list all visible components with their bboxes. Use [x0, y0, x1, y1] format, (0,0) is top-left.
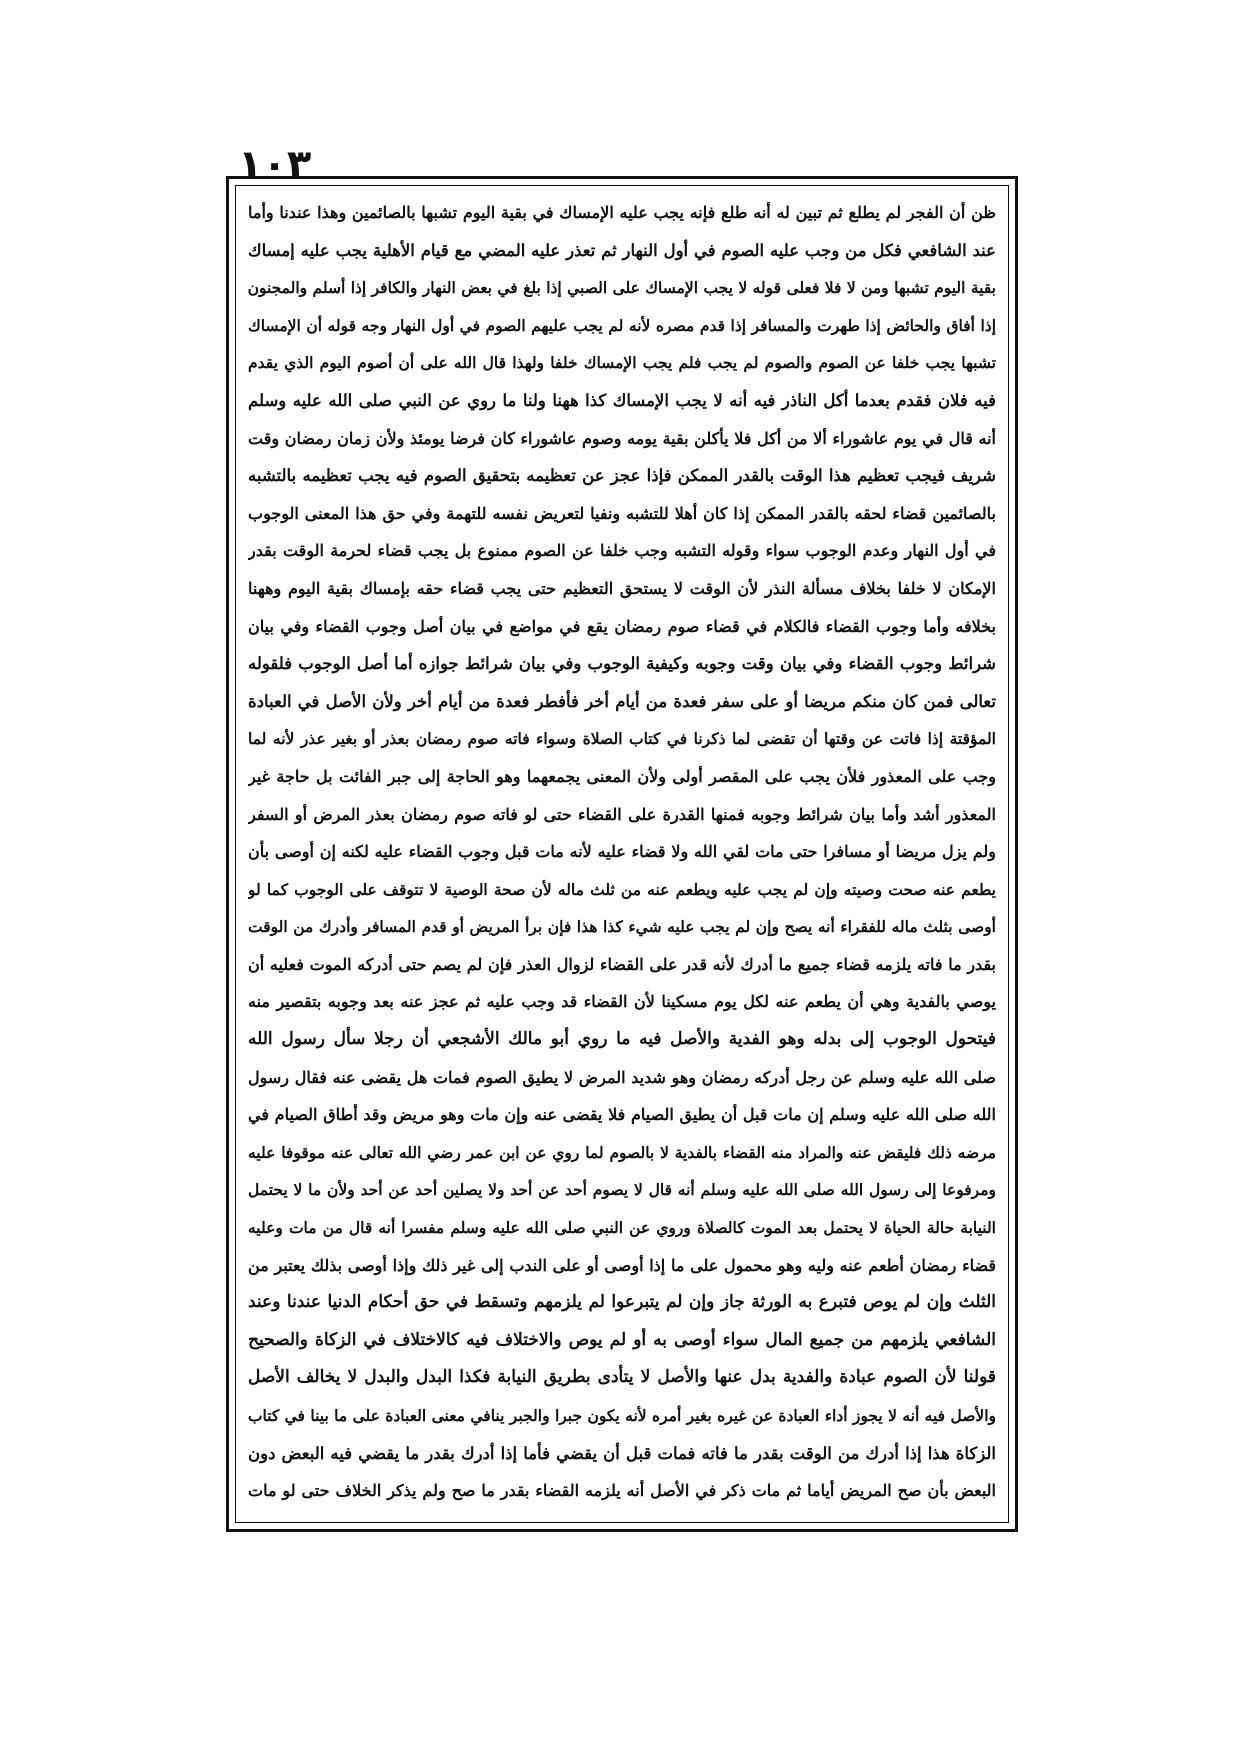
text-line: وجب على المعذور فلأن يجب على المقصر أولى ولأن المعنى يجمعهما وهو الحاجة إلى جبر الفائت بل حاجة غير — [248, 766, 996, 786]
text-line: المؤقتة إذا فاتت عن وقتها أن تقضى لما ذكرنا في كتاب الصلاة وسواء فاته صوم رمضان بعذر أو بغير عذر لأنه لما — [248, 729, 996, 749]
text-line: في أول النهار وعدم الوجوب سواء وقوله التشبه وجب خلفا عن الصوم ممنوع بل يجب قضاء لحرمة الوقت بقدر — [248, 541, 996, 561]
text-line: ظن أن الفجر لم يطلع ثم تبين له أنه طلع فإنه يجب عليه الإمساك في بقية اليوم تشبها بالصائمين وهذا عندنا وأما — [248, 203, 996, 222]
text-line: بخلافه وأما وجوب القضاء فالكلام في قضاء صوم رمضان يقع في مواضع في بيان أصل وجوب القضاء وفي بيان — [248, 616, 996, 636]
text-line: ولم يزل مريضا أو مسافرا حتى مات لقي الله ولا قضاء عليه لأنه مات قبل وجوب القضاء عليه لكنه إن أوصى بأن — [248, 842, 996, 862]
text-line: الإمكان لا خلفا بخلاف مسألة النذر لأن الوقت لا يستحق التعظيم حتى يجب قضاء حقه بإمساك بقية اليوم وههنا — [248, 578, 996, 598]
text-line: أوصى بثلث ماله للفقراء أنه يصح وإن لم يجب عليه شيء كذا هذا فإن برأ المريض أو قدم المسافر وأدرك من الوقت — [248, 917, 996, 937]
text-line: قضاء رمضان أطعم عنه وليه وهو محمول على ما إذا أوصى أو على الندب إلى غير ذلك وإذا أوصى بذلك يعتبر من — [248, 1255, 996, 1275]
text-line: فيتحول الوجوب إلى بدله وهو الفدية والأصل فيه ما روي أبو مالك الأشجعي أن رجلا سأل رسول الله — [248, 1029, 996, 1050]
text-line: البعض بأن صح المريض أياما ثم مات ذكر في الأصل أنه يلزمه القضاء بقدر ما صح ولم يذكر الخلاف حتى لو مات — [248, 1481, 996, 1501]
text-line: الله صلى الله عليه وسلم إن مات قبل أن يطيق الصيام فلا يقضى عنه وإن مات وهو مريض وقد أطاق الصيام في — [248, 1105, 996, 1125]
text-line: بالصائمين قضاء لحقه بالقدر الممكن إذا كان أهلا للتشبه ونفيا لتعريض نفسه للتهمة وفي حق هذا المعنى الوجوب — [248, 503, 996, 523]
text-body — [248, 194, 996, 1510]
page-frame-outer — [226, 176, 1018, 1532]
text-line: والأصل فيه أنه لا يجوز أداء العبادة عن غيره بغير أمره لأنه يكون جبرا والجبر ينافي معنى العبادة على ما بينا في كتاب — [248, 1406, 996, 1425]
text-line: النيابة حالة الحياة لا يحتمل بعد الموت كالصلاة وروي عن النبي صلى الله عليه وسلم مفسرا أنه قال من مات وعليه — [248, 1218, 996, 1238]
text-line: بقدر ما فاته يلزمه قضاء جميع ما أدرك لأنه قدر على القضاء لزوال العذر فإن لم يصم حتى أدركه الموت فعليه أن — [248, 954, 996, 974]
text-line: صلى الله عليه وسلم عن رجل أدركه رمضان وهو شديد المرض لا يطيق الصوم فمات هل يقضى عنه فقال رسول — [248, 1067, 996, 1087]
text-line: أنه قال في يوم عاشوراء ألا من أكل فلا يأكلن بقية يومه وصوم عاشوراء كان فرضا يومئذ ولأن زمان رمضان وقت — [248, 428, 996, 448]
text-line: تشبها يجب خلفا عن الصوم والصوم لم يجب فلم يجب الإمساك خلفا ولهذا قال الله على أن أصوم اليوم الذي يقدم — [248, 353, 996, 373]
text-line: الزكاة هذا إذا أدرك من الوقت بقدر ما فاته فمات قبل أن يقضي فأما إذا أدرك بقدر ما يقضي فيه البعض دون — [248, 1443, 996, 1463]
text-line: إذا أفاق والحائض إذا طهرت والمسافر إذا قدم مصره لأنه لم يجب عليهم الصوم في أول النهار وجه قوله أن الإمساك — [248, 315, 996, 335]
text-line: ومرفوعا إلى رسول الله صلى الله عليه وسلم أنه قال لا يصوم أحد عن أحد ولا يصلين أحد عن أحد ولأن ما لا يحتمل — [248, 1180, 996, 1200]
text-line: الثلث وإن لم يوص فتبرع به الورثة جاز وإن لم يتبرعوا لم يلزمهم وتسقط في حق أحكام الدنيا عندنا وعند — [248, 1292, 996, 1313]
text-line: مرضه ذلك فليقض عنه والمراد منه القضاء بالفدية لا بالصوم لما روي عن ابن عمر رضي الله تعالى عنه موقوفا عليه — [248, 1142, 996, 1162]
page-frame-inner — [235, 185, 1009, 1523]
text-line: شرائط وجوب القضاء وفي بيان وقت وجوبه وكيفية الوجوب وفي بيان شرائط جوازه أما أصل الوجوب فلقوله — [248, 654, 996, 674]
text-line: المعذور أشد وأما بيان شرائط وجوبه فمنها القدرة على القضاء حتى لو فاته صوم رمضان بعذر المرض أو السفر — [248, 804, 996, 824]
text-line: الشافعي يلزمهم من جميع المال سواء أوصى به أو لم يوص والاختلاف فيه كالاختلاف في الزكاة والصحيح — [248, 1329, 996, 1350]
text-line: قولنا لأن الصوم عبادة والفدية بدل عنها والأصل لا يتأدى بطريق النيابة فكذا البدل والبدل لا يخالف الأصل — [248, 1367, 996, 1388]
page-number: ١٠٣ — [238, 142, 312, 188]
text-line: بقية اليوم تشبها ومن لا فلا فعلى قوله لا يجب الإمساك على الصبي إذا بلغ في بعض النهار والكافر إذا أسلم والمجنون — [248, 278, 996, 298]
text-line: عند الشافعي فكل من وجب عليه الصوم في أول النهار ثم تعذر عليه المضي مع قيام الأهلية يجب عليه إمساك — [248, 240, 996, 260]
text-line: يوصي بالفدية وهي أن يطعم عنه لكل يوم مسكينا لأن القضاء قد وجب عليه ثم عجز عنه بعد وجوبه بتقصير منه — [248, 992, 996, 1012]
text-line: يطعم عنه صحت وصيته وإن لم يجب عليه ويطعم عنه من ثلث ماله لأن صحة الوصية لا تتوقف على الوجوب كما لو — [248, 879, 996, 899]
text-line: شريف فيجب تعظيم هذا الوقت بالقدر الممكن فإذا عجز عن تعظيمه بتحقيق الصوم فيه يجب تعظيمه بالتشبه — [248, 466, 996, 486]
text-line: تعالى فمن كان منكم مريضا أو على سفر فعدة من أيام أخر فأفطر فعدة من أيام أخر ولأن الأصل في العبادة — [248, 691, 996, 711]
text-line: فيه فلان فقدم بعدما أكل الناذر فيه أنه لا يجب الإمساك كذا ههنا ولنا ما روي عن النبي صلى الله عليه وسلم — [248, 390, 996, 410]
